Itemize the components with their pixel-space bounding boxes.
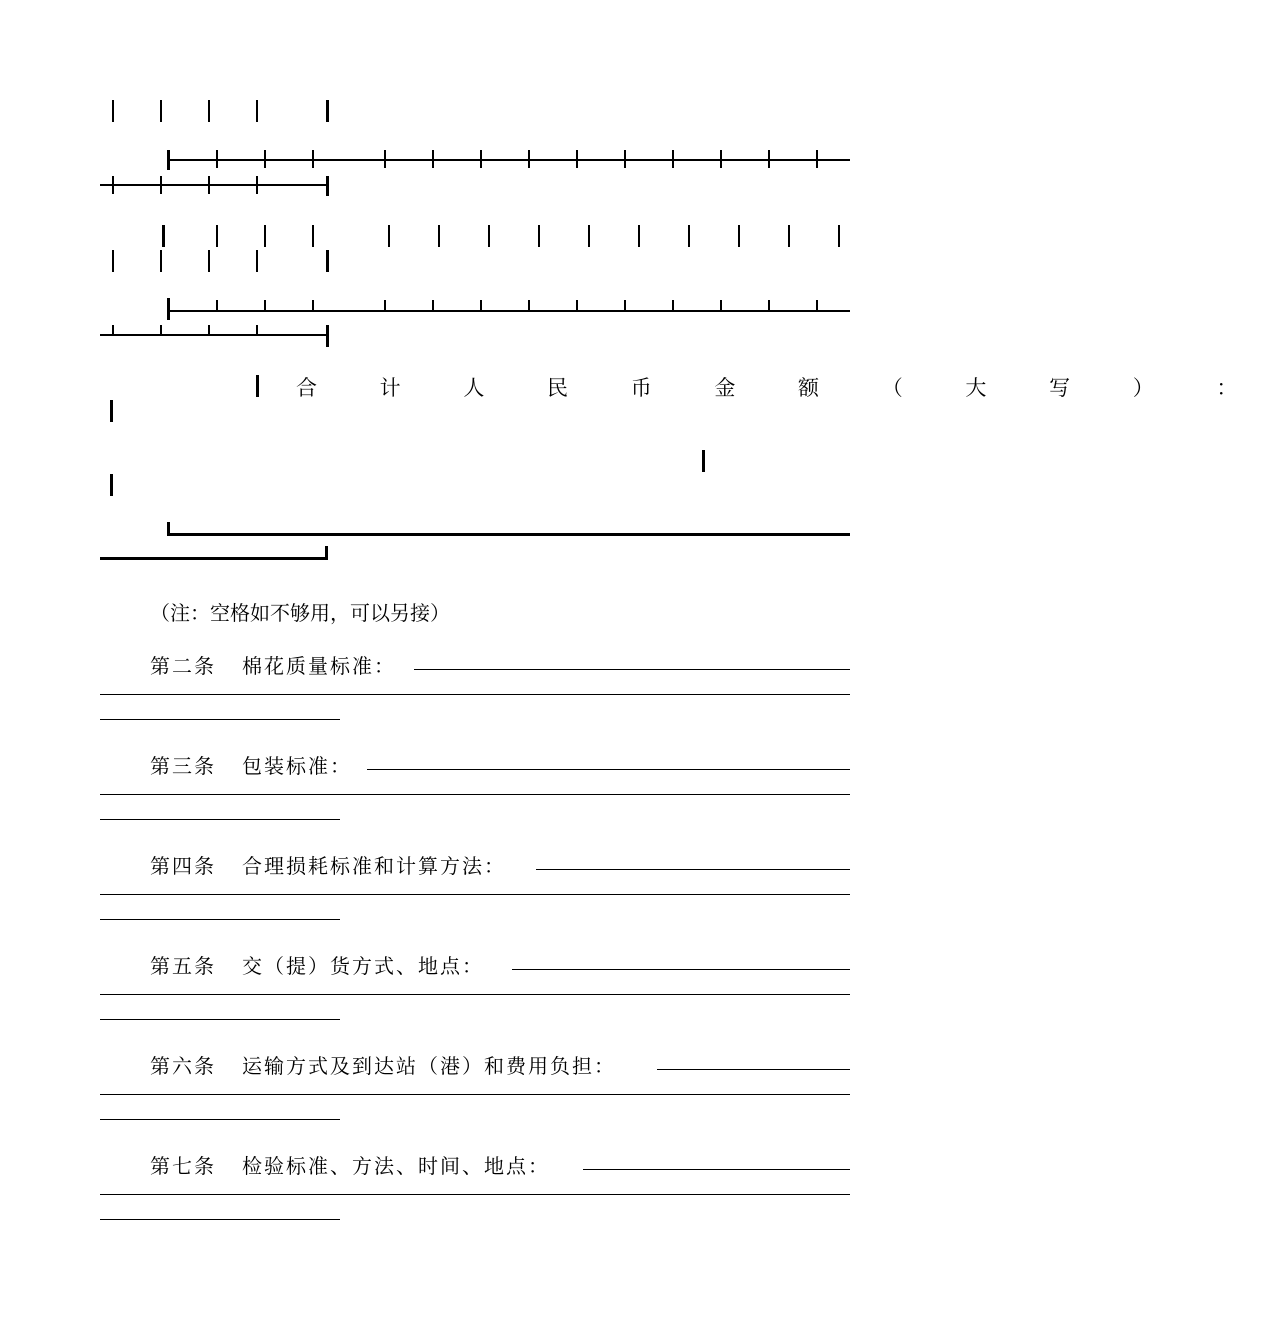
clause-title: 包装标准：: [242, 754, 352, 778]
total-amount-label: 合 计 人 民 币 金 额 （ 大 写 ） ：: [296, 376, 1265, 400]
clause-fill-line[interactable]: [100, 1219, 340, 1220]
table-cell-divider: [256, 250, 258, 272]
table-cell-divider: [816, 150, 818, 168]
table-cell-divider: [638, 225, 640, 247]
table-cell-divider: [480, 300, 482, 310]
table-cell-divider: [384, 300, 386, 310]
clause-fill-line[interactable]: [100, 819, 340, 820]
table-cell-divider: [788, 225, 790, 247]
table-cell-divider: [216, 150, 218, 168]
table-cell-divider: [325, 546, 328, 560]
table-cell-divider: [312, 150, 314, 168]
table-cell-divider: [688, 225, 690, 247]
table-cell-divider: [528, 300, 530, 310]
table-cell-divider: [208, 325, 210, 334]
table-cell-divider: [208, 250, 210, 272]
table-cell-divider: [326, 325, 329, 347]
table-cell-divider: [160, 325, 162, 334]
table-cell-divider: [167, 298, 170, 320]
clause-fill-line[interactable]: [100, 1019, 340, 1020]
table-cell-divider: [720, 300, 722, 310]
table-row-border: [167, 159, 850, 161]
clause-fill-line[interactable]: [100, 994, 850, 995]
table-cell-divider: [110, 400, 113, 422]
table-cell-divider: [768, 300, 770, 310]
table-note: （注：空格如不够用，可以另接）: [150, 601, 450, 625]
table-cell-divider: [208, 176, 210, 194]
table-cell-divider: [326, 176, 329, 196]
clause-fill-line[interactable]: [536, 869, 850, 870]
table-cell-divider: [160, 250, 162, 272]
table-cell-divider: [480, 150, 482, 168]
clause-fill-line[interactable]: [512, 969, 850, 970]
table-cell-divider: [160, 176, 162, 194]
clause-number: 第四条: [150, 854, 216, 878]
clause-fill-line[interactable]: [100, 894, 850, 895]
table-bottom-border: [100, 557, 328, 560]
table-cell-divider: [216, 225, 218, 247]
table-cell-divider: [112, 250, 114, 272]
table-cell-divider: [312, 300, 314, 310]
table-cell-divider: [576, 150, 578, 168]
clause-number: 第五条: [150, 954, 216, 978]
table-cell-divider: [624, 300, 626, 310]
clause-title: 合理损耗标准和计算方法：: [242, 854, 506, 878]
table-cell-divider: [110, 474, 113, 496]
clause-fill-line[interactable]: [100, 1119, 340, 1120]
clause-fill-line[interactable]: [367, 769, 850, 770]
table-cell-divider: [112, 100, 114, 122]
table-cell-divider: [256, 375, 259, 397]
table-cell-divider: [528, 150, 530, 168]
table-bottom-border: [167, 533, 850, 536]
clause-fill-line[interactable]: [657, 1069, 850, 1070]
table-cell-divider: [432, 150, 434, 168]
clause-number: 第三条: [150, 754, 216, 778]
table-cell-divider: [326, 250, 329, 272]
table-cell-divider: [208, 100, 210, 122]
clause-fill-line[interactable]: [414, 669, 850, 670]
clause-number: 第二条: [150, 654, 216, 678]
clause-fill-line[interactable]: [100, 919, 340, 920]
clause-fill-line[interactable]: [100, 719, 340, 720]
table-cell-divider: [384, 150, 386, 168]
table-row-border: [100, 184, 328, 186]
table-cell-divider: [264, 300, 266, 310]
table-cell-divider: [702, 450, 705, 472]
clause-title: 交（提）货方式、地点：: [242, 954, 484, 978]
clause-fill-line[interactable]: [583, 1169, 850, 1170]
table-cell-divider: [624, 150, 626, 168]
clause-number: 第七条: [150, 1154, 216, 1178]
table-cell-divider: [816, 300, 818, 310]
clause-number: 第六条: [150, 1054, 216, 1078]
table-cell-divider: [738, 225, 740, 247]
table-cell-divider: [264, 225, 266, 247]
table-cell-divider: [112, 325, 114, 334]
table-cell-divider: [256, 176, 258, 194]
table-cell-divider: [256, 100, 258, 122]
table-cell-divider: [538, 225, 540, 247]
table-row-border: [167, 310, 850, 312]
table-cell-divider: [160, 100, 162, 122]
clause-fill-line[interactable]: [100, 694, 850, 695]
table-cell-divider: [672, 300, 674, 310]
table-cell-divider: [838, 225, 840, 247]
clause-title: 检验标准、方法、时间、地点：: [242, 1154, 550, 1178]
clause-fill-line[interactable]: [100, 1094, 850, 1095]
table-cell-divider: [112, 176, 114, 194]
table-cell-divider: [312, 225, 314, 247]
table-cell-divider: [162, 225, 165, 247]
table-cell-divider: [588, 225, 590, 247]
table-row-border: [100, 334, 328, 336]
clause-title: 棉花质量标准：: [242, 654, 396, 678]
table-cell-divider: [388, 225, 390, 247]
table-cell-divider: [432, 300, 434, 310]
table-cell-divider: [768, 150, 770, 168]
clause-fill-line[interactable]: [100, 1194, 850, 1195]
table-cell-divider: [488, 225, 490, 247]
table-cell-divider: [256, 325, 258, 334]
table-cell-divider: [438, 225, 440, 247]
table-cell-divider: [216, 300, 218, 310]
table-cell-divider: [326, 100, 329, 122]
table-cell-divider: [576, 300, 578, 310]
clause-title: 运输方式及到达站（港）和费用负担：: [242, 1054, 616, 1078]
table-cell-divider: [720, 150, 722, 168]
table-cell-divider: [672, 150, 674, 168]
table-cell-divider: [264, 150, 266, 168]
clause-fill-line[interactable]: [100, 794, 850, 795]
